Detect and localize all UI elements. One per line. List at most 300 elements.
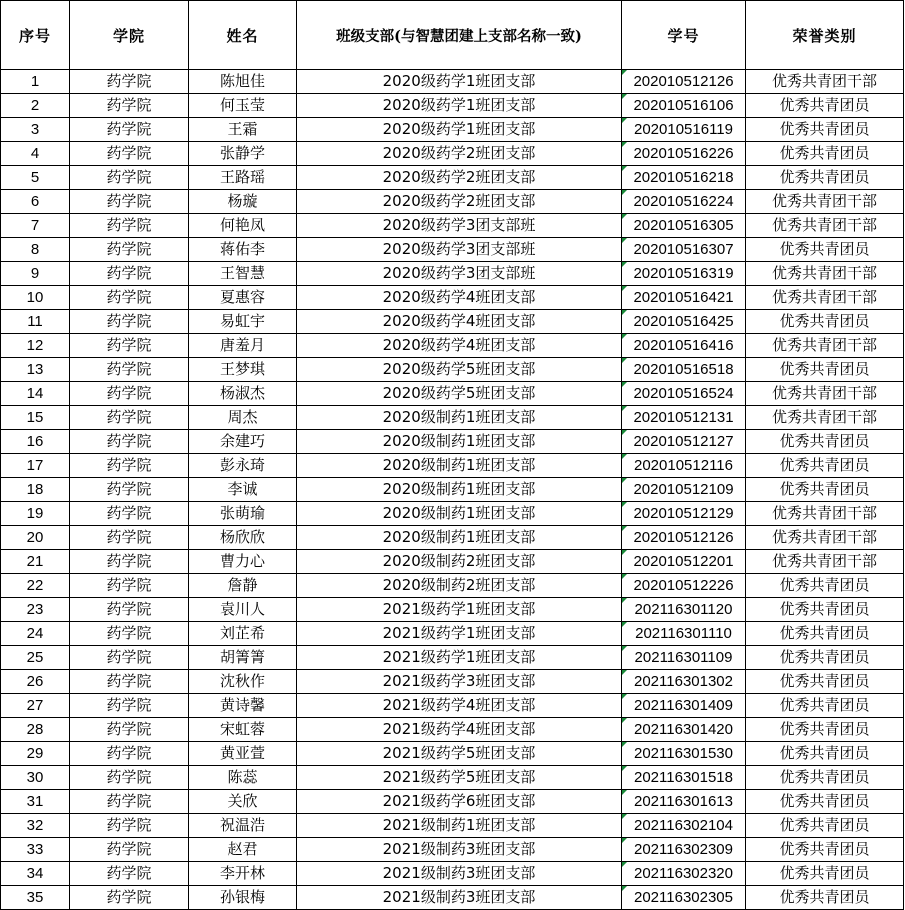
number-as-text-indicator-icon — [622, 742, 627, 747]
student-id-text: 202116301302 — [634, 673, 733, 690]
cell-branch[interactable]: 2021级药学5班团支部 — [297, 742, 622, 766]
cell-college[interactable]: 药学院 — [70, 262, 189, 286]
table-row — [1, 766, 904, 790]
cell-honor[interactable]: 优秀共青团员 — [746, 358, 904, 382]
number-as-text-indicator-icon — [622, 70, 627, 75]
cell-student-id[interactable] — [622, 766, 746, 790]
cell-branch[interactable]: 2021级药学1班团支部 — [297, 646, 622, 670]
cell-branch[interactable]: 2020级制药2班团支部 — [297, 574, 622, 598]
cell-branch[interactable]: 2020级药学1班团支部 — [297, 70, 622, 94]
cell-no[interactable]: 26 — [1, 670, 70, 694]
cell-no[interactable]: 29 — [1, 742, 70, 766]
cell-college[interactable]: 药学院 — [70, 718, 189, 742]
cell-honor[interactable]: 优秀共青团员 — [746, 646, 904, 670]
number-as-text-indicator-icon — [622, 694, 627, 699]
cell-honor[interactable]: 优秀共青团员 — [746, 790, 904, 814]
cell-college[interactable]: 药学院 — [70, 166, 189, 190]
cell-name[interactable]: 王霜 — [189, 118, 297, 142]
student-id-text: 202116301518 — [634, 769, 733, 786]
cell-name[interactable]: 黄亚萱 — [189, 742, 297, 766]
cell-college[interactable]: 药学院 — [70, 382, 189, 406]
student-id-text: 202010512109 — [633, 481, 734, 498]
cell-student-id[interactable] — [622, 862, 746, 886]
cell-branch[interactable]: 2020级制药1班团支部 — [297, 502, 622, 526]
cell-branch[interactable]: 2021级药学1班团支部 — [297, 598, 622, 622]
cell-honor[interactable]: 优秀共青团员 — [746, 838, 904, 862]
number-as-text-indicator-icon — [622, 238, 627, 243]
cell-branch[interactable]: 2021级药学4班团支部 — [297, 718, 622, 742]
student-id-text: 202010516416 — [633, 337, 734, 354]
cell-branch[interactable]: 2020级药学3团支部班 — [297, 238, 622, 262]
cell-name[interactable]: 刘芷希 — [189, 622, 297, 646]
cell-name[interactable]: 李诚 — [189, 478, 297, 502]
cell-honor[interactable]: 优秀共青团员 — [746, 862, 904, 886]
cell-college[interactable]: 药学院 — [70, 742, 189, 766]
number-as-text-indicator-icon — [622, 646, 627, 651]
student-id-text: 202010512116 — [634, 457, 733, 474]
student-id-text: 202010512226 — [633, 577, 734, 594]
student-id-text: 202116301120 — [634, 601, 733, 618]
cell-honor[interactable]: 优秀共青团干部 — [746, 382, 904, 406]
cell-branch[interactable]: 2021级制药3班团支部 — [297, 886, 622, 910]
number-as-text-indicator-icon — [622, 550, 627, 555]
cell-branch[interactable]: 2020级药学4班团支部 — [297, 286, 622, 310]
cell-name[interactable]: 何艳凤 — [189, 214, 297, 238]
cell-branch[interactable]: 2020级药学2班团支部 — [297, 190, 622, 214]
cell-honor[interactable]: 优秀共青团员 — [746, 574, 904, 598]
header-name[interactable]: 姓名 — [189, 1, 297, 70]
cell-student-id[interactable] — [622, 262, 746, 286]
cell-student-id[interactable] — [622, 358, 746, 382]
cell-college[interactable]: 药学院 — [70, 862, 189, 886]
cell-student-id[interactable] — [622, 526, 746, 550]
cell-honor[interactable]: 优秀共青团干部 — [746, 502, 904, 526]
cell-branch[interactable]: 2020级药学4班团支部 — [297, 334, 622, 358]
cell-name[interactable]: 何玉莹 — [189, 94, 297, 118]
cell-college[interactable]: 药学院 — [70, 526, 189, 550]
cell-name[interactable]: 张萌瑜 — [189, 502, 297, 526]
cell-branch[interactable]: 2020级制药1班团支部 — [297, 406, 622, 430]
cell-name[interactable]: 赵君 — [189, 838, 297, 862]
student-id-text: 202116301109 — [634, 649, 733, 666]
cell-no[interactable]: 20 — [1, 526, 70, 550]
cell-college[interactable]: 药学院 — [70, 766, 189, 790]
header-college[interactable]: 学院 — [70, 1, 189, 70]
cell-no[interactable]: 14 — [1, 382, 70, 406]
cell-no[interactable]: 30 — [1, 766, 70, 790]
cell-honor[interactable]: 优秀共青团员 — [746, 766, 904, 790]
table-row — [1, 886, 904, 910]
cell-student-id[interactable] — [622, 334, 746, 358]
cell-student-id[interactable] — [622, 454, 746, 478]
cell-honor[interactable]: 优秀共青团员 — [746, 742, 904, 766]
number-as-text-indicator-icon — [622, 118, 627, 123]
cell-branch[interactable]: 2021级药学6班团支部 — [297, 790, 622, 814]
cell-honor[interactable]: 优秀共青团员 — [746, 310, 904, 334]
number-as-text-indicator-icon — [622, 670, 627, 675]
cell-college[interactable]: 药学院 — [70, 886, 189, 910]
number-as-text-indicator-icon — [622, 214, 627, 219]
cell-honor[interactable]: 优秀共青团员 — [746, 142, 904, 166]
cell-no[interactable]: 9 — [1, 262, 70, 286]
table-row — [1, 94, 904, 118]
table-row — [1, 670, 904, 694]
cell-name[interactable]: 杨淑杰 — [189, 382, 297, 406]
cell-student-id[interactable] — [622, 190, 746, 214]
cell-name[interactable]: 詹静 — [189, 574, 297, 598]
cell-honor[interactable]: 优秀共青团干部 — [746, 526, 904, 550]
student-id-text: 202010512129 — [633, 505, 734, 522]
table-row — [1, 166, 904, 190]
cell-branch[interactable]: 2020级药学5班团支部 — [297, 382, 622, 406]
number-as-text-indicator-icon — [622, 406, 627, 411]
cell-student-id[interactable] — [622, 118, 746, 142]
cell-no[interactable]: 35 — [1, 886, 70, 910]
cell-name[interactable]: 陈蕊 — [189, 766, 297, 790]
cell-name[interactable]: 李开林 — [189, 862, 297, 886]
cell-honor[interactable]: 优秀共青团员 — [746, 886, 904, 910]
cell-student-id[interactable] — [622, 694, 746, 718]
cell-college[interactable]: 药学院 — [70, 214, 189, 238]
cell-college[interactable]: 药学院 — [70, 622, 189, 646]
cell-college[interactable]: 药学院 — [70, 70, 189, 94]
cell-student-id[interactable] — [622, 550, 746, 574]
student-id-text: 202010516224 — [633, 193, 734, 210]
cell-college[interactable]: 药学院 — [70, 310, 189, 334]
table-body — [1, 70, 904, 910]
number-as-text-indicator-icon — [622, 94, 627, 99]
student-id-text: 202010516226 — [633, 145, 734, 162]
cell-honor[interactable]: 优秀共青团干部 — [746, 550, 904, 574]
table-row — [1, 382, 904, 406]
cell-college[interactable]: 药学院 — [70, 598, 189, 622]
cell-honor[interactable]: 优秀共青团干部 — [746, 334, 904, 358]
cell-branch[interactable]: 2020级药学1班团支部 — [297, 118, 622, 142]
table-row — [1, 646, 904, 670]
number-as-text-indicator-icon — [622, 358, 627, 363]
cell-branch[interactable]: 2021级制药1班团支部 — [297, 814, 622, 838]
table-row — [1, 262, 904, 286]
cell-college[interactable]: 药学院 — [70, 790, 189, 814]
cell-honor[interactable]: 优秀共青团干部 — [746, 286, 904, 310]
cell-no[interactable]: 12 — [1, 334, 70, 358]
cell-college[interactable]: 药学院 — [70, 94, 189, 118]
cell-honor[interactable]: 优秀共青团员 — [746, 118, 904, 142]
cell-no[interactable]: 32 — [1, 814, 70, 838]
cell-name[interactable]: 祝温浩 — [189, 814, 297, 838]
cell-no[interactable]: 23 — [1, 598, 70, 622]
student-id-text: 202010516425 — [633, 313, 734, 330]
cell-name[interactable]: 王路瑶 — [189, 166, 297, 190]
cell-no[interactable]: 8 — [1, 238, 70, 262]
cell-college[interactable]: 药学院 — [70, 430, 189, 454]
table-row — [1, 598, 904, 622]
cell-honor[interactable]: 优秀共青团干部 — [746, 406, 904, 430]
cell-branch[interactable]: 2020级制药1班团支部 — [297, 478, 622, 502]
cell-name[interactable]: 陈旭佳 — [189, 70, 297, 94]
cell-branch[interactable]: 2021级制药3班团支部 — [297, 862, 622, 886]
header-row — [1, 1, 904, 70]
cell-student-id[interactable] — [622, 646, 746, 670]
header-no[interactable]: 序号 — [1, 1, 70, 70]
cell-honor[interactable]: 优秀共青团员 — [746, 238, 904, 262]
cell-honor[interactable]: 优秀共青团员 — [746, 718, 904, 742]
cell-branch[interactable]: 2021级药学1班团支部 — [297, 622, 622, 646]
cell-college[interactable]: 药学院 — [70, 574, 189, 598]
table-row — [1, 406, 904, 430]
number-as-text-indicator-icon — [622, 862, 627, 867]
cell-name[interactable]: 周杰 — [189, 406, 297, 430]
student-id-text: 202010516524 — [633, 385, 734, 402]
cell-name[interactable]: 余建巧 — [189, 430, 297, 454]
cell-name[interactable]: 黄诗馨 — [189, 694, 297, 718]
number-as-text-indicator-icon — [622, 478, 627, 483]
cell-no[interactable]: 17 — [1, 454, 70, 478]
cell-college[interactable]: 药学院 — [70, 334, 189, 358]
cell-no[interactable]: 27 — [1, 694, 70, 718]
number-as-text-indicator-icon — [622, 718, 627, 723]
cell-student-id[interactable] — [622, 718, 746, 742]
cell-branch[interactable]: 2020级药学3团支部班 — [297, 214, 622, 238]
cell-student-id[interactable] — [622, 838, 746, 862]
table-row — [1, 358, 904, 382]
cell-name[interactable]: 曹力心 — [189, 550, 297, 574]
cell-student-id[interactable] — [622, 886, 746, 910]
cell-student-id[interactable] — [622, 814, 746, 838]
cell-college[interactable]: 药学院 — [70, 358, 189, 382]
cell-no[interactable]: 13 — [1, 358, 70, 382]
cell-student-id[interactable] — [622, 742, 746, 766]
cell-college[interactable]: 药学院 — [70, 694, 189, 718]
cell-no[interactable]: 4 — [1, 142, 70, 166]
cell-no[interactable]: 10 — [1, 286, 70, 310]
table-row — [1, 742, 904, 766]
cell-name[interactable]: 张静学 — [189, 142, 297, 166]
cell-honor[interactable]: 优秀共青团员 — [746, 814, 904, 838]
cell-branch[interactable]: 2021级药学5班团支部 — [297, 766, 622, 790]
cell-no[interactable]: 3 — [1, 118, 70, 142]
student-id-text: 202116301530 — [634, 745, 733, 762]
cell-honor[interactable]: 优秀共青团干部 — [746, 262, 904, 286]
cell-name[interactable]: 王智慧 — [189, 262, 297, 286]
cell-no[interactable]: 2 — [1, 94, 70, 118]
cell-honor[interactable]: 优秀共青团员 — [746, 598, 904, 622]
student-id-text: 202116302305 — [634, 889, 733, 906]
cell-name[interactable]: 唐羞月 — [189, 334, 297, 358]
cell-college[interactable]: 药学院 — [70, 646, 189, 670]
student-id-text: 202010512126 — [633, 529, 734, 546]
table-row — [1, 790, 904, 814]
cell-no[interactable]: 18 — [1, 478, 70, 502]
cell-no[interactable]: 16 — [1, 430, 70, 454]
table-row — [1, 718, 904, 742]
table-row — [1, 190, 904, 214]
cell-branch[interactable]: 2020级药学4班团支部 — [297, 310, 622, 334]
cell-no[interactable]: 7 — [1, 214, 70, 238]
student-id-text: 202116301409 — [634, 697, 733, 714]
cell-college[interactable]: 药学院 — [70, 286, 189, 310]
cell-name[interactable]: 关欣 — [189, 790, 297, 814]
cell-name[interactable]: 易虹宇 — [189, 310, 297, 334]
cell-college[interactable]: 药学院 — [70, 670, 189, 694]
number-as-text-indicator-icon — [622, 286, 627, 291]
cell-student-id[interactable] — [622, 382, 746, 406]
student-id-text: 202010512131 — [633, 409, 734, 426]
table-row — [1, 838, 904, 862]
table-row — [1, 334, 904, 358]
table-row — [1, 142, 904, 166]
table-row — [1, 238, 904, 262]
cell-name[interactable]: 胡箐箐 — [189, 646, 297, 670]
cell-no[interactable]: 11 — [1, 310, 70, 334]
cell-student-id[interactable] — [622, 94, 746, 118]
cell-student-id[interactable] — [622, 214, 746, 238]
cell-no[interactable]: 25 — [1, 646, 70, 670]
cell-no[interactable]: 19 — [1, 502, 70, 526]
cell-college[interactable]: 药学院 — [70, 502, 189, 526]
student-id-text: 202116302320 — [634, 865, 733, 882]
cell-no[interactable]: 33 — [1, 838, 70, 862]
cell-name[interactable]: 夏惠容 — [189, 286, 297, 310]
cell-student-id[interactable] — [622, 70, 746, 94]
cell-branch[interactable]: 2021级药学4班团支部 — [297, 694, 622, 718]
cell-student-id[interactable] — [622, 670, 746, 694]
cell-no[interactable]: 6 — [1, 190, 70, 214]
cell-no[interactable]: 22 — [1, 574, 70, 598]
student-id-text: 202010516305 — [633, 217, 734, 234]
table-row — [1, 814, 904, 838]
student-id-text: 202116301110 — [635, 625, 732, 642]
number-as-text-indicator-icon — [622, 598, 627, 603]
student-id-text: 202116301420 — [634, 721, 733, 738]
cell-college[interactable]: 药学院 — [70, 406, 189, 430]
cell-honor[interactable]: 优秀共青团员 — [746, 478, 904, 502]
student-id-text: 202010516218 — [633, 169, 734, 186]
table-row — [1, 862, 904, 886]
cell-student-id[interactable] — [622, 598, 746, 622]
cell-no[interactable]: 34 — [1, 862, 70, 886]
header-honor[interactable]: 荣誉类别 — [746, 1, 904, 70]
cell-no[interactable]: 1 — [1, 70, 70, 94]
table-row — [1, 430, 904, 454]
number-as-text-indicator-icon — [622, 166, 627, 171]
cell-branch[interactable]: 2020级制药1班团支部 — [297, 526, 622, 550]
cell-student-id[interactable] — [622, 286, 746, 310]
cell-name[interactable]: 宋虹蓉 — [189, 718, 297, 742]
header-student-id[interactable]: 学号 — [622, 1, 746, 70]
cell-no[interactable]: 21 — [1, 550, 70, 574]
table-row — [1, 454, 904, 478]
number-as-text-indicator-icon — [622, 190, 627, 195]
cell-name[interactable]: 杨欣欣 — [189, 526, 297, 550]
cell-honor[interactable]: 优秀共青团干部 — [746, 214, 904, 238]
cell-name[interactable]: 袁川人 — [189, 598, 297, 622]
cell-honor[interactable]: 优秀共青团员 — [746, 622, 904, 646]
cell-branch[interactable]: 2020级药学3团支部班 — [297, 262, 622, 286]
cell-student-id[interactable] — [622, 310, 746, 334]
cell-student-id[interactable] — [622, 166, 746, 190]
cell-branch[interactable]: 2020级药学5班团支部 — [297, 358, 622, 382]
cell-branch[interactable]: 2021级制药3班团支部 — [297, 838, 622, 862]
cell-branch[interactable]: 2020级制药1班团支部 — [297, 430, 622, 454]
student-id-text: 202010516518 — [633, 361, 734, 378]
cell-no[interactable]: 28 — [1, 718, 70, 742]
cell-college[interactable]: 药学院 — [70, 814, 189, 838]
table-row — [1, 502, 904, 526]
student-id-text: 202010512126 — [633, 73, 734, 90]
cell-branch[interactable]: 2020级制药1班团支部 — [297, 454, 622, 478]
cell-honor[interactable]: 优秀共青团员 — [746, 454, 904, 478]
cell-college[interactable]: 药学院 — [70, 142, 189, 166]
table-row — [1, 118, 904, 142]
number-as-text-indicator-icon — [622, 142, 627, 147]
student-id-text: 202010516421 — [633, 289, 734, 306]
cell-college[interactable]: 药学院 — [70, 118, 189, 142]
student-id-text: 202010512127 — [633, 433, 734, 450]
table-row — [1, 694, 904, 718]
number-as-text-indicator-icon — [622, 310, 627, 315]
cell-name[interactable]: 杨璇 — [189, 190, 297, 214]
cell-branch[interactable]: 2020级制药2班团支部 — [297, 550, 622, 574]
cell-honor[interactable]: 优秀共青团员 — [746, 166, 904, 190]
table-row — [1, 70, 904, 94]
cell-student-id[interactable] — [622, 406, 746, 430]
cell-name[interactable]: 沈秋作 — [189, 670, 297, 694]
cell-college[interactable]: 药学院 — [70, 190, 189, 214]
header-branch[interactable]: 班级支部(与智慧团建上支部名称一致) — [297, 1, 622, 70]
table-row — [1, 310, 904, 334]
cell-no[interactable]: 5 — [1, 166, 70, 190]
cell-student-id[interactable] — [622, 502, 746, 526]
cell-branch[interactable]: 2020级药学2班团支部 — [297, 166, 622, 190]
table-row — [1, 478, 904, 502]
cell-name[interactable]: 彭永琦 — [189, 454, 297, 478]
cell-honor[interactable]: 优秀共青团员 — [746, 694, 904, 718]
cell-name[interactable]: 王梦琪 — [189, 358, 297, 382]
cell-honor[interactable]: 优秀共青团干部 — [746, 70, 904, 94]
cell-branch[interactable]: 2021级药学3班团支部 — [297, 670, 622, 694]
number-as-text-indicator-icon — [622, 262, 627, 267]
cell-honor[interactable]: 优秀共青团干部 — [746, 190, 904, 214]
cell-branch[interactable]: 2020级药学1班团支部 — [297, 94, 622, 118]
number-as-text-indicator-icon — [622, 334, 627, 339]
cell-name[interactable]: 孙银梅 — [189, 886, 297, 910]
cell-no[interactable]: 31 — [1, 790, 70, 814]
cell-college[interactable]: 药学院 — [70, 238, 189, 262]
cell-student-id[interactable] — [622, 622, 746, 646]
cell-honor[interactable]: 优秀共青团员 — [746, 670, 904, 694]
cell-honor[interactable]: 优秀共青团员 — [746, 94, 904, 118]
cell-no[interactable]: 15 — [1, 406, 70, 430]
cell-student-id[interactable] — [622, 478, 746, 502]
cell-student-id[interactable] — [622, 430, 746, 454]
cell-honor[interactable]: 优秀共青团员 — [746, 430, 904, 454]
cell-student-id[interactable] — [622, 574, 746, 598]
cell-college[interactable]: 药学院 — [70, 478, 189, 502]
cell-no[interactable]: 24 — [1, 622, 70, 646]
cell-college[interactable]: 药学院 — [70, 838, 189, 862]
cell-name[interactable]: 蒋佑李 — [189, 238, 297, 262]
student-id-text: 202116302309 — [634, 841, 733, 858]
cell-student-id[interactable] — [622, 142, 746, 166]
cell-branch[interactable]: 2020级药学2班团支部 — [297, 142, 622, 166]
cell-student-id[interactable] — [622, 238, 746, 262]
table-row — [1, 550, 904, 574]
cell-student-id[interactable] — [622, 790, 746, 814]
cell-college[interactable]: 药学院 — [70, 550, 189, 574]
table-row — [1, 526, 904, 550]
cell-college[interactable]: 药学院 — [70, 454, 189, 478]
